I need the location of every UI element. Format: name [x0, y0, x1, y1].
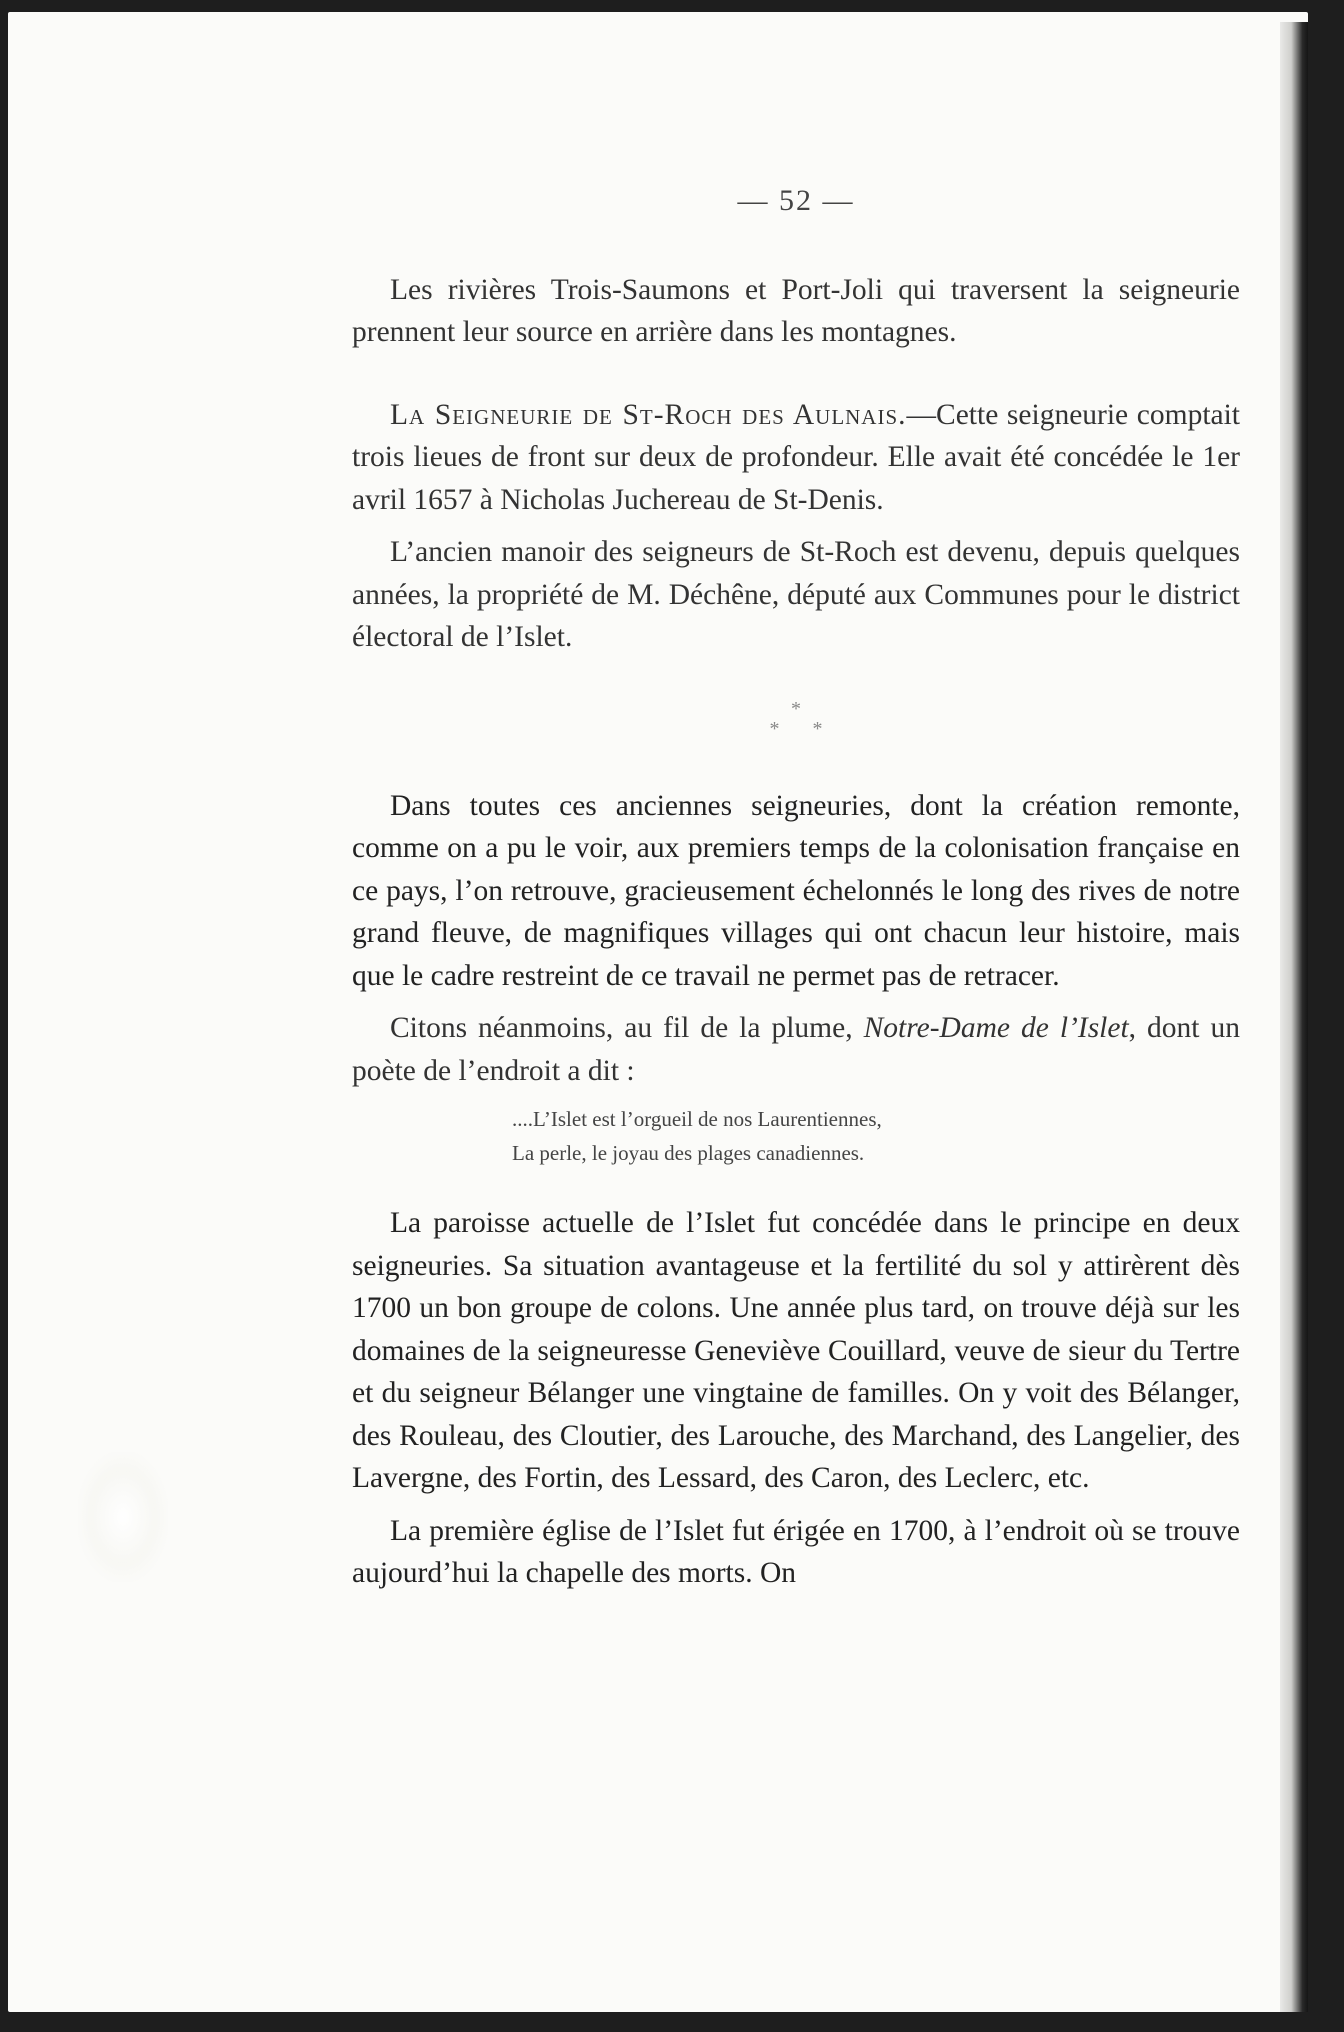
paragraph-manoir: L’ancien manoir des seigneurs de St-Roch est devenu, depuis quelques années, la propriété de M. Déchêne, député aux Communes pour le district électoral de l’Islet. [352, 536, 1240, 653]
verse-line-1: ....L’Islet est l’orgueil de nos Laurentiennes, [512, 1107, 882, 1131]
verse-quote [352, 1102, 1240, 1170]
page-number: — 52 — [737, 184, 855, 217]
citons-italic-place: Notre-Dame de l’Islet [863, 1012, 1129, 1044]
page-text [352, 180, 1240, 1595]
section-separator [352, 699, 1240, 739]
paragraph-st-roch-body: —Cette seigneurie comptait trois lieues de front sur deux de profondeur. Elle avait été concédée le 1er avril 1657 à Nicholas Juchereau de St-Denis. [352, 398, 1241, 516]
paragraph-seigneuries: Dans toutes ces anciennes seigneuries, dont la création remonte, comme on a pu le voir, aux premiers temps de la colonisation française en ce pays, l’on retrouve, gracieusement échelonnés le long des rives de notre grand fleuve, de magnifiques villages qui ont chacun leur histoire, mais que le cadre restreint de ce travail ne permet pas de retracer. [352, 789, 1240, 992]
paper-smudge [78, 1452, 168, 1582]
paragraph-rivers: Les rivières Trois-Saumons et Port-Joli qui traversent la seigneurie prennent leur source en arrière dans les montagnes. [352, 273, 1240, 348]
citons-end: , dont un poète de l’endroit a dit : [352, 1012, 1240, 1087]
verse-line-2: La perle, le joyau des plages canadiennes. [512, 1141, 865, 1165]
separator-bottom-stars: * * [769, 717, 837, 740]
paragraph-eglise: La première église de l’Islet fut érigée en 1700, à l’endroit où se trouve aujourd’hui la chapelle des morts. On [352, 1514, 1240, 1589]
separator-top-star: * [791, 697, 801, 720]
page-edge-shadow [1280, 22, 1308, 2012]
paragraph-st-roch [352, 394, 1240, 522]
paragraph-paroisse: La paroisse actuelle de l’Islet fut concédée dans le principe en deux seigneuries. Sa situation avantageuse et la fertilité du sol y attirèrent dès 1700 un bon groupe de colons. Une année plus tard, on trouve déjà sur les domaines de la seigneuresse Geneviève Couillard, veuve de sieur du Tertre et du seigneur Bélanger une vingtaine de familles. On y voit des Bélanger, des Rouleau, des Cloutier, des Larouche, des Marchand, des Langelier, des Lavergne, des Fortin, des Lessard, des Caron, des Leclerc, etc. [352, 1207, 1240, 1494]
paragraph-citons [352, 1007, 1240, 1092]
section-heading-st-roch: La Seigneurie de St-Roch des Aulnais. [390, 398, 907, 431]
citons-start: Citons néanmoins, au fil de la plume, [390, 1012, 864, 1044]
